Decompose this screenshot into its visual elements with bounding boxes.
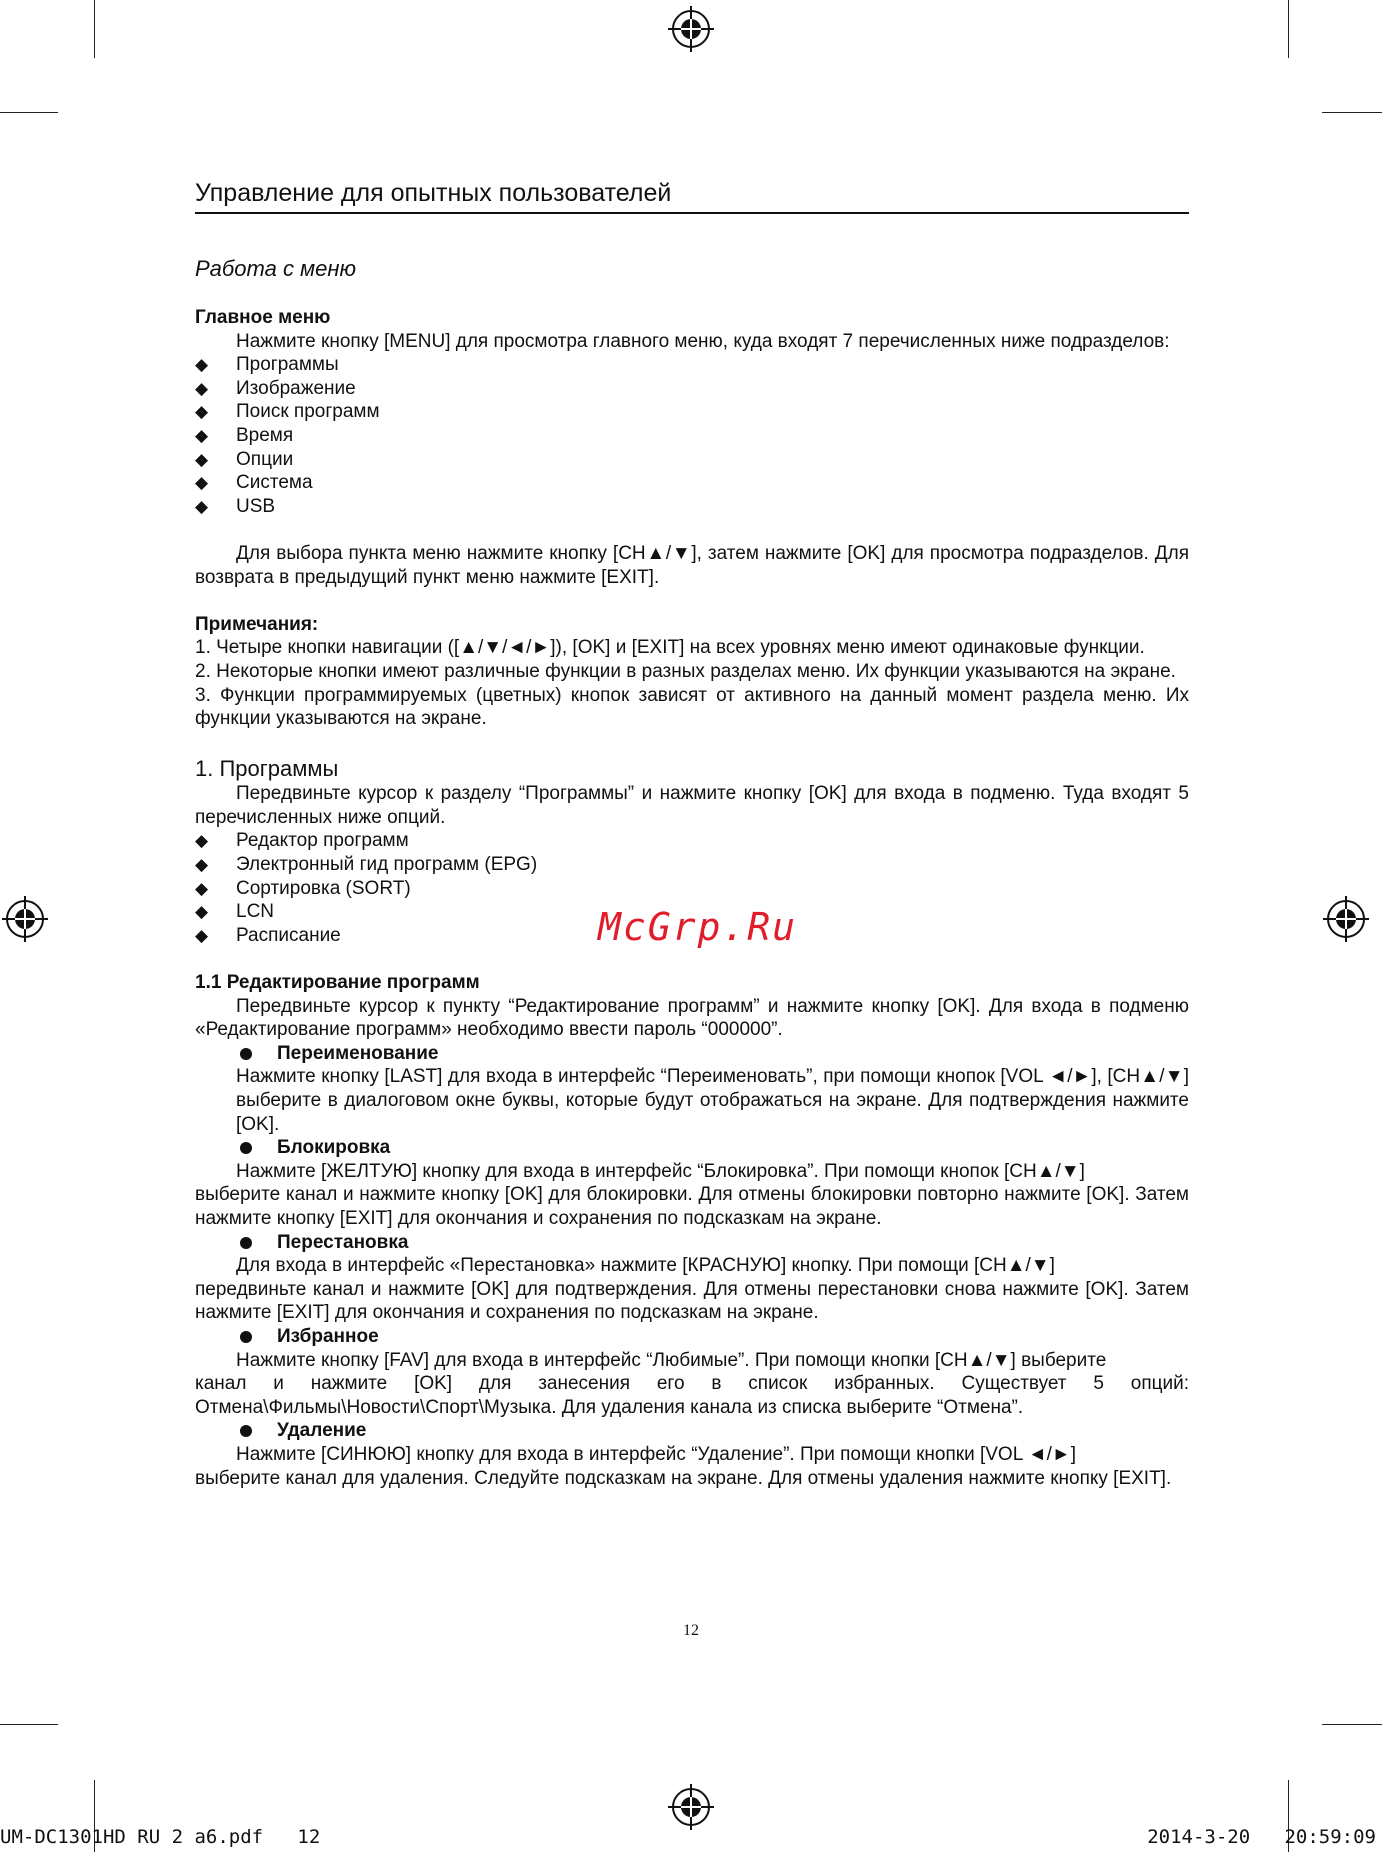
dot-icon: [240, 1425, 252, 1437]
crop-mark: [1322, 112, 1382, 113]
diamond-icon: ◆: [195, 473, 209, 493]
page-content: [195, 178, 1189, 1490]
page-number: 12: [683, 1622, 699, 1639]
lock-text-rest: выберите канал и нажмите кнопку [OK] для блокировки. Для отмены блокировки повторно нажмите [OK]. Затем нажмите кнопку [EXIT] для окончания и сохранения по подсказкам на экране.: [195, 1184, 1189, 1229]
subsection-fav: Избранное: [195, 1325, 1189, 1349]
editing-intro: Передвиньте курсор к пункту “Редактирование программ” и нажмите кнопку [OK]. Для входа в подменю «Редактирование программ» необходимо ввести пароль “000000”.: [195, 995, 1189, 1041]
list-item: ◆ Электронный гид программ (EPG): [195, 854, 538, 876]
note-item: 2. Некоторые кнопки имеют различные функции в разных разделах меню. Их функции указываются на экране.: [195, 660, 1176, 682]
diamond-icon: ◆: [195, 402, 209, 422]
crop-mark: [94, 0, 95, 58]
crosshair-icon: [668, 1784, 714, 1830]
footer-filename: UM-DC1301HD RU 2 a6.pdf 12: [0, 1826, 321, 1848]
section-title: Работа с меню: [195, 256, 357, 281]
fav-text-rest: канал и нажмите [OK] для занесения его в список избранных. Существует 5 опций: Отмена\Фильмы\Новости\Спорт\Музыка. Для удаления канала из списка выберите “Отмена”.: [195, 1373, 1189, 1418]
list-item: ◆ Время: [195, 424, 294, 446]
dot-icon: [240, 1048, 252, 1060]
list-item: ◆ Опции: [195, 448, 294, 470]
list-item: ◆ Редактор программ: [195, 830, 409, 852]
fav-text-first: Нажмите кнопку [FAV] для входа в интерфейс “Любимые”. При помощи кнопки [CH▲/▼] выберите: [236, 1349, 1107, 1371]
list-item: ◆ USB: [195, 495, 276, 517]
list-item: ◆ Изображение: [195, 377, 356, 399]
list-item: ◆ Система: [195, 472, 313, 494]
diamond-icon: ◆: [195, 496, 209, 516]
editing-heading: 1.1 Редактирование программ: [195, 972, 480, 994]
move-text-first: Для входа в интерфейс «Перестановка» нажмите [КРАСНУЮ] кнопку. При помощи [CH▲/▼]: [236, 1255, 1055, 1277]
diamond-icon: ◆: [195, 855, 209, 875]
lock-text-first: Нажмите [ЖЕЛТУЮ] кнопку для входа в интерфейс “Блокировка”. При помощи кнопок [CH▲/▼]: [236, 1160, 1085, 1182]
main-menu-intro: Нажмите кнопку [MENU] для просмотра главного меню, куда входят 7 перечисленных ниже подразделов:: [236, 330, 1170, 352]
list-item: ◆ LCN: [195, 901, 275, 923]
subsection-rename: Переименование: [195, 1042, 1189, 1066]
diamond-icon: ◆: [195, 925, 209, 945]
list-item: ◆ Сортировка (SORT): [195, 877, 411, 899]
menu-select-text: Для выбора пункта меню нажмите кнопку [CH▲/▼], затем нажмите [OK] для просмотра подразделов. Для возврата в предыдущий пункт меню нажмите [EXIT].: [195, 542, 1189, 588]
notes-heading: Примечания:: [195, 613, 319, 635]
dot-icon: [240, 1237, 252, 1249]
diamond-icon: ◆: [195, 449, 209, 469]
programs-heading: 1. Программы: [195, 756, 339, 782]
diamond-icon: ◆: [195, 425, 209, 445]
list-item: ◆ Поиск программ: [195, 401, 380, 423]
list-item: ◆ Программы: [195, 354, 339, 376]
crop-mark: [1288, 0, 1289, 58]
footer-timestamp: 2014-3-20 20:59:09: [1147, 1826, 1376, 1848]
main-menu-list: [195, 353, 1189, 518]
delete-text-first: Нажмите [СИНЮЮ] кнопку для входа в интерфейс “Удаление”. При помощи кнопки [VOL ◄/►]: [236, 1443, 1076, 1465]
list-item: ◆ Расписание: [195, 924, 341, 946]
subsection-lock: Блокировка: [195, 1136, 1189, 1160]
subsection-move: Перестановка: [195, 1231, 1189, 1255]
note-item: 3. Функции программируемых (цветных) кнопок зависят от активного на данный момент раздела меню. Их функции указываются на экране.: [195, 684, 1189, 730]
diamond-icon: ◆: [195, 355, 209, 375]
watermark: McGrp.Ru: [598, 905, 798, 949]
rename-text: Нажмите кнопку [LAST] для входа в интерфейс “Переименовать”, при помощи кнопок [VOL ◄/►], [CH▲/▼] выберите в диалоговом окне буквы, которые будут отображаться на экране. Для подтверждения нажмите [OK].: [236, 1066, 1189, 1135]
crosshair-icon: [1323, 896, 1369, 942]
crop-mark: [1322, 1724, 1382, 1725]
crop-mark: [0, 112, 58, 113]
dot-icon: [240, 1142, 252, 1154]
page-header: Управление для опытных пользователей: [195, 178, 1189, 214]
diamond-icon: ◆: [195, 831, 209, 851]
programs-intro: Передвиньте курсор к разделу “Программы” и нажмите кнопку [OK] для входа в подменю. Туда входят 5 перечисленных ниже опций.: [195, 783, 1189, 828]
move-text-rest: передвиньте канал и нажмите [OK] для подтверждения. Для отмены перестановки снова нажмите [OK]. Затем нажмите [EXIT] для окончания и сохранения по подсказкам на экране.: [195, 1278, 1189, 1324]
dot-icon: [240, 1331, 252, 1343]
diamond-icon: ◆: [195, 902, 209, 922]
crop-mark: [0, 1724, 58, 1725]
subsection-delete: Удаление: [195, 1419, 1189, 1443]
crosshair-icon: [668, 6, 714, 52]
delete-text-rest: выберите канал для удаления. Следуйте подсказкам на экране. Для отмены удаления нажмите кнопку [EXIT].: [195, 1467, 1172, 1489]
diamond-icon: ◆: [195, 378, 209, 398]
diamond-icon: ◆: [195, 878, 209, 898]
main-menu-heading: Главное меню: [195, 307, 331, 328]
note-item: 1. Четыре кнопки навигации ([▲/▼/◄/►]), [OK] и [EXIT] на всех уровнях меню имеют одинаковые функции.: [195, 637, 1145, 659]
crosshair-icon: [2, 896, 48, 942]
